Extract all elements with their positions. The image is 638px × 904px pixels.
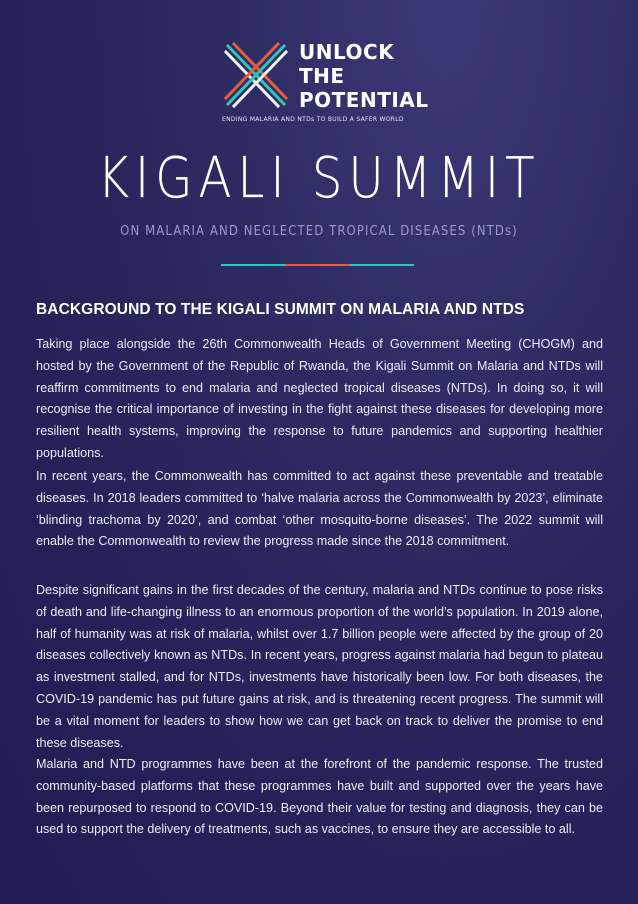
section-heading: BACKGROUND TO THE KIGALI SUMMIT ON MALARIA AND NTDS	[36, 301, 525, 318]
logo-tagline: ENDING MALARIA AND NTDs TO BUILD A SAFER WORLD	[222, 116, 404, 123]
paragraph-4: Malaria and NTD programmes have been at the forefront of the pandemic response. The trusted community-based platforms that these programmes have built and supported over the years have been repurposed to respond to COVID-19. Beyond their value for testing and diagnosis, they can be used to support the delivery of treatments, such as vaccines, to ensure they are accessible to all.	[36, 757, 603, 837]
logo-line-3: POTENTIAL	[299, 88, 429, 112]
divider-segment-teal	[221, 264, 285, 266]
divider-segment-orange	[285, 264, 349, 266]
paragraph-1: Taking place alongside the 26th Commonwealth Heads of Government Meeting (CHOGM) and hosted by the Government of the Republic of Rwanda, the Kigali Summit on Malaria and NTDs will reaffirm commitments to end malaria and neglected tropical diseases (NTDs). In doing so, it will recognise the critical importance of investing in the fight against these diseases for developing more resilient health systems, improving the response to future pandemics and supporting healthier populations.	[36, 337, 603, 460]
unlock-the-potential-logo	[222, 40, 429, 130]
divider-segment-teal-2	[350, 264, 414, 266]
summit-subtitle: ON MALARIA AND NEGLECTED TROPICAL DISEASES (NTDs)	[120, 224, 518, 239]
x-logo-icon	[222, 40, 290, 110]
logo-line-1: UNLOCK	[299, 40, 395, 64]
paragraph-2: In recent years, the Commonwealth has committed to act against these preventable and treatable diseases. In 2018 leaders committed to ‘halve malaria across the Commonwealth by 2023’, eliminate ‘blinding trachoma by 2020’, and combat ‘other mosquito-borne diseases’. The 2022 summit will enable the Commonwealth to review the progress made since the 2018 commitment.	[36, 469, 603, 549]
color-divider	[221, 264, 414, 266]
paragraph-3: Despite significant gains in the first decades of the century, malaria and NTDs continue to pose risks of death and life-changing illness to an enormous proportion of the world’s population. In 2019 alone, half of humanity was at risk of malaria, whilst over 1.7 billion people were affected by the group of 20 diseases collectively known as NTDs. In recent years, progress against malaria had begun to plateau as investment stalled, and for NTDs, investments have historically been low. For both diseases, the COVID-19 pandemic has put future gains at risk, and is threatening recent progress. The summit will be a vital moment for leaders to show how we can get back on track to deliver the promise to end these diseases.	[36, 583, 603, 750]
logo-line-2: THE	[299, 64, 345, 88]
summit-title: KIGALI SUMMIT	[97, 146, 541, 211]
logo-wordmark	[299, 40, 429, 112]
